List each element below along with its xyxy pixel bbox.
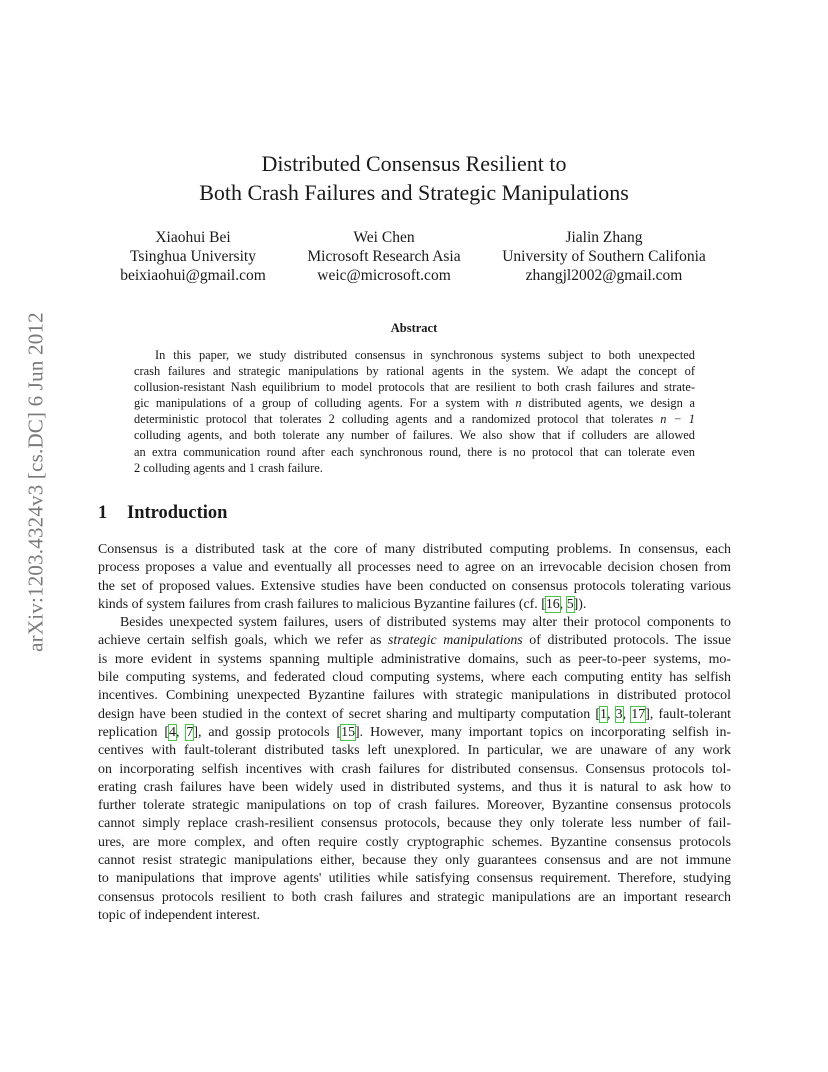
text-run: kinds of system failures from crash failures to malicious Byzantine failures (cf. [ bbox=[98, 596, 546, 612]
author-affiliation: University of Southern Califonia bbox=[502, 248, 706, 265]
author-1 bbox=[120, 228, 266, 285]
text-run: replication [ bbox=[98, 724, 169, 740]
text-run: ], and gossip protocols [ bbox=[193, 724, 342, 740]
author-name: Wei Chen bbox=[353, 229, 415, 246]
emphasis-text: strategic manipulations bbox=[388, 633, 523, 649]
text-run: design have been studied in the context of secret sharing and multiparty computation [ bbox=[98, 706, 601, 722]
author-email: zhangjl2002@gmail.com bbox=[525, 267, 683, 284]
author-email: weic@microsoft.com bbox=[317, 267, 451, 284]
citation-link[interactable]: 4 bbox=[168, 724, 176, 740]
body-line: Besides unexpected system failures, users of distributed systems may alter their protocol components to bbox=[120, 615, 731, 631]
author-3 bbox=[502, 228, 706, 285]
body-line: the set of proposed values. Extensive studies have been conducted on consensus protocols tolerating various bbox=[98, 578, 731, 594]
text-run: of distributed protocols. The issue bbox=[522, 633, 731, 649]
author-block bbox=[0, 228, 828, 288]
paper-title bbox=[0, 149, 828, 207]
body-line: centives with fault-tolerant distributed tasks left unexplored. In particular, we are unaware of any work bbox=[98, 743, 731, 759]
citation-link[interactable]: 1 bbox=[600, 706, 607, 722]
abstract-line: an extra communication round after each synchronous round, there is no protocol that can tolerate even bbox=[134, 444, 695, 459]
abstract-body bbox=[134, 347, 695, 476]
author-affiliation: Tsinghua University bbox=[130, 248, 256, 265]
text-run: , bbox=[559, 596, 567, 612]
citation-link[interactable]: 17 bbox=[631, 706, 646, 722]
citation-link[interactable]: 16 bbox=[545, 596, 560, 612]
text-run: ], fault-tolerant bbox=[645, 706, 731, 722]
math-variable: n bbox=[515, 396, 522, 411]
body-line: consensus protocols resilient to both crash failures and strategic manipulations are an important research bbox=[98, 889, 731, 905]
body-line: bile computing systems, and federated cloud computing systems, where each computing entity has selfish bbox=[98, 670, 731, 686]
body-line: topic of independent interest. bbox=[98, 907, 261, 923]
text-run: distributed agents, we design a bbox=[521, 396, 695, 411]
body-line: process proposes a value and eventually all processes need to agree on an irrevocable decision chosen from bbox=[98, 560, 731, 576]
citation-link[interactable]: 7 bbox=[186, 724, 194, 740]
section-number: 1 bbox=[98, 503, 108, 523]
body-line bbox=[98, 596, 731, 614]
body-line: Consensus is a distributed task at the core of many distributed computing problems. In consensus, each bbox=[98, 542, 731, 557]
author-affiliation: Microsoft Research Asia bbox=[307, 248, 461, 265]
abstract-line: colluding agents, and both tolerate any number of failures. We also show that if colluders are allowed bbox=[134, 428, 695, 443]
arxiv-identifier-stamp: arXiv:1203.4324v3 [cs.DC] 6 Jun 2012 bbox=[23, 312, 48, 652]
abstract-line: crash failures and strategic manipulations by rational agents in the system. We adapt the concept of bbox=[134, 364, 695, 379]
text-run: , bbox=[622, 706, 632, 722]
text-run: achieve certain selfish goals, which we refer as bbox=[98, 633, 388, 649]
abstract-heading: Abstract bbox=[390, 321, 438, 335]
body-line: incentives. Combining unexpected Byzantine failures with strategic manipulations in distributed protocol bbox=[98, 688, 731, 704]
text-run: gic manipulations of a group of colluding agents. For a system with bbox=[134, 396, 516, 411]
title-line-1: Distributed Consensus Resilient to bbox=[261, 151, 567, 176]
text-run: , bbox=[175, 724, 187, 740]
title-line-2: Both Crash Failures and Strategic Manipulations bbox=[199, 180, 629, 205]
text-run: , bbox=[606, 706, 616, 722]
author-2 bbox=[307, 228, 460, 285]
abstract-line: collusion-resistant Nash equilibrium to model protocols that are resilient to both crash failures and strate- bbox=[134, 380, 695, 395]
body-line: further tolerate strategic manipulations on top of crash failures. Moreover, Byzantine consensus protocols bbox=[98, 798, 731, 814]
body-line: ures, are more complex, and often require costly cryptographic schemes. Byzantine consensus protocols bbox=[98, 834, 731, 850]
body-line: erating crash failures have been widely used in distributed systems, and thus it is natural to ask how to bbox=[98, 779, 731, 795]
author-email: beixiaohui@gmail.com bbox=[120, 267, 266, 284]
author-name: Jialin Zhang bbox=[565, 229, 643, 246]
section-heading bbox=[98, 503, 227, 524]
text-run: ]. However, many important topics on incorporating selfish in- bbox=[355, 724, 732, 740]
citation-link[interactable]: 5 bbox=[566, 596, 574, 612]
citation-link[interactable]: 15 bbox=[341, 724, 356, 740]
body-line: cannot resist strategic manipulations either, because they only guarantees consensus and are not immune bbox=[98, 853, 731, 869]
abstract-line: In this paper, we study distributed consensus in synchronous systems subject to both unexpected bbox=[155, 348, 695, 362]
body-line bbox=[98, 724, 731, 742]
abstract-line bbox=[134, 411, 695, 427]
citation-link[interactable]: 3 bbox=[615, 706, 623, 722]
text-run: ]). bbox=[573, 596, 587, 612]
body-line: to manipulations that improve agents' utilities while satisfying consensus requirement. Therefore, studying bbox=[98, 871, 731, 887]
introduction-body bbox=[98, 541, 731, 925]
author-name: Xiaohui Bei bbox=[155, 229, 231, 246]
body-line bbox=[98, 632, 731, 650]
body-line: on incorporating selfish incentives with crash failures for distributed consensus. Consensus protocols tol- bbox=[98, 761, 731, 777]
body-line: is more evident in systems spanning multiple administrative domains, such as peer-to-peer systems, mo- bbox=[98, 651, 731, 667]
abstract-line bbox=[134, 395, 695, 411]
math-expression: n − 1 bbox=[660, 412, 696, 427]
abstract-line: 2 colluding agents and 1 crash failure. bbox=[134, 460, 323, 475]
body-line: cannot simply replace crash-resilient consensus protocols, because they only tolerate less number of fail- bbox=[98, 816, 731, 832]
text-run: deterministic protocol that tolerates 2 colluding agents and a randomized protocol that tolerates bbox=[134, 412, 661, 427]
body-line bbox=[98, 706, 731, 724]
section-title: Introduction bbox=[127, 503, 228, 523]
